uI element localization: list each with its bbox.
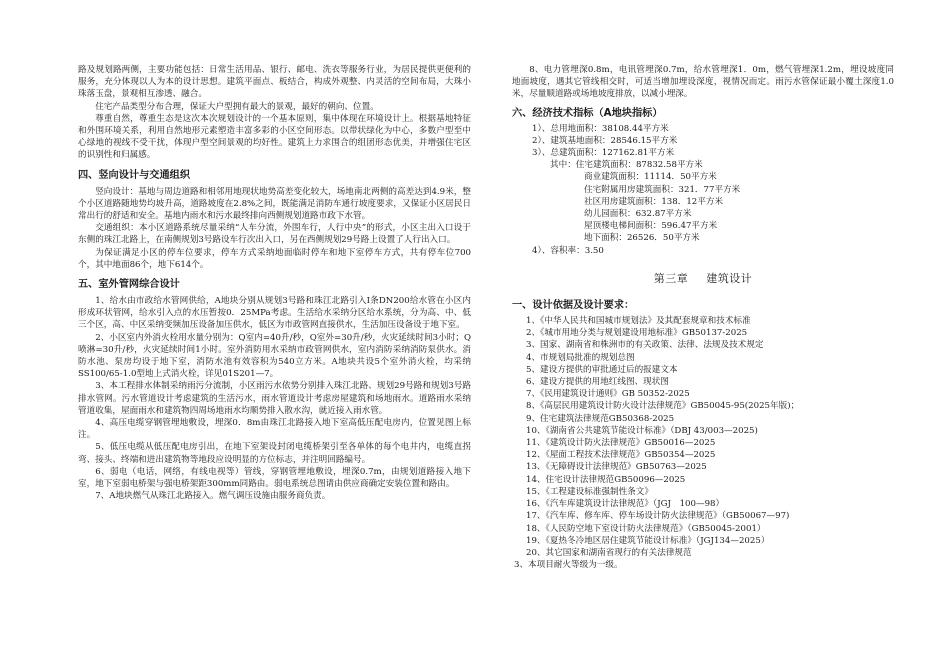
design-basis-heading: 一、设计依据及设计要求： <box>512 300 635 312</box>
economic-indicator-row: 商业建筑面积：11114．50平方米 <box>584 172 717 183</box>
economic-indicator-row: 4）、容积率：3.50 <box>532 245 604 256</box>
design-basis-item: 3、国家、湖南省和株洲市的有关政策、法律、法规及技术规定 <box>526 340 764 351</box>
section-5-paragraph: 3、本工程排水体制采纳雨污分流制，小区雨污水依势分别排入珠江北路、规划29号路和规划3号路排水管网。污水管道设计考虑建筑的生活污水，雨水管道设计考虑房屋建筑和场地雨水。道路雨水采纳管道收集，屋面雨水和建筑物四周场地雨水均顺势排入散水沟，就近接入雨水管。 <box>78 381 471 416</box>
section-4-heading: 四、竖向设计与交通组织 <box>78 169 191 181</box>
economic-indicator-row: 幼儿园面积：632.87平方米 <box>584 209 692 220</box>
design-basis-item: 14、住宅设计法律规范GB50096—2025 <box>526 474 686 485</box>
design-basis-item: 7、《民用建筑设计通则》GB 50352-2025 <box>526 389 690 400</box>
design-basis-item: 2、《城市用地分类与规划建设用地标准》GB50137-2025 <box>526 328 748 339</box>
design-basis-item: 4、市规划局批准的规划总图 <box>526 352 635 363</box>
design-basis-item: 19、《夏热冬冷地区居住建筑节能设计标准》（JGJ134—2025） <box>526 535 770 546</box>
section-4-paragraph: 竖向设计：基地与周边道路和相邻用地现状地势高差变化较大，场地南北两侧的高差达到4.9米，整个小区道路随地势均坡升高，道路坡度在2.8%之间，既能满足消防车通行坡度要求，又保证小区居民日常出行的舒适和安全。基地内雨水和污水最终排向西侧规划道路市政下水管。 <box>78 186 471 222</box>
intro-paragraph-2: 住宅产品类型分布合理，保证大户型拥有最大的景观，最好的朝向、位置。 <box>95 101 379 112</box>
intro-paragraph-1: 路及规划路两侧，主要功能包括：日常生活用品、银行、邮电、洗衣等服务行业，为居民提供更便利的服务，充分体现以人为本的设计思想。建筑平面点、板结合，构成外观整、内灵活的空间布局，大珠小珠落玉盘，景观相互渗透、融合。 <box>78 65 471 100</box>
section-6-heading: 六、经济技术指标（A地块指标） <box>512 107 663 119</box>
design-basis-item: 5、建设方提供的审批通过后的报建文本 <box>526 364 678 375</box>
section-4-paragraph: 交通组织：本小区道路系统尽量采纳“人车分流，外围车行，人行中央”的形式，小区主出入口设于东侧的珠江北路上，在南侧规划3号路设车行次出入口，另在西侧规划29号路上设置了人行出入口。 <box>78 223 471 246</box>
section-5-paragraph: 4、高压电缆穿钢管埋地敷设，埋深0．8m由珠江北路接入地下室高低压配电房内，位置见图上标注。 <box>78 418 471 441</box>
economic-indicator-row: 3）、总建筑面积：127162.81平方米 <box>532 148 675 159</box>
section-5-paragraph: 1、给水由市政给水管网供给，A地块分别从规划3号路和珠江北路引入Ⅰ条DN200给水管在小区内形成环状管网，给水引入点的水压暂按0．25MPa考虑。生活给水采纳分区给水系统，分为高、中、低三个区，高、中区采纳变频加压设备加压供水，低区为市政管网直接供水，生活加压设备设于地下室。 <box>78 296 471 331</box>
right-column <box>512 64 894 571</box>
economic-indicator-row: 社区用房建筑面积：138．12平方米 <box>584 196 724 207</box>
design-basis-list <box>512 315 894 559</box>
design-basis-item: 10、《湖南省公共建筑节能设计标准》（DBJ 43/003—2025) <box>526 425 758 436</box>
chapter-heading <box>512 273 894 285</box>
chapter-number: 第三章 <box>653 271 689 285</box>
economic-indicator-row: 住宅附属用房建筑面积：321．77平方米 <box>584 184 741 195</box>
design-basis-item: 15、《工程建设标准强制性条文》 <box>526 486 653 497</box>
design-basis-item: 8、《高层民用建筑设计防火设计法律规范》GB50045-95(2025年版)； <box>526 401 800 412</box>
left-column <box>78 64 471 503</box>
section-5-paragraph: 6、弱电（电话，网络，有线电视等）管线，穿钢管埋地敷设，埋深0.7m，由规划道路接入地下室，地下室弱电桥架与强电桥架距300mm同路由。弱电系统总图请由供应商确定安装位置和路由。 <box>78 466 471 490</box>
economic-indicator-row: 1）、总用地面积：38108.44平方米 <box>532 123 669 134</box>
chapter-title: 建筑设计 <box>706 271 753 285</box>
design-basis-item: 9、住宅建筑法律规范GB50368-2025 <box>526 413 675 424</box>
intro-paragraph-3: 尊重自然，尊重生态是这次本次规划设计的一个基本原则，集中体现在环境设计上。根据基地特征和外围环境关系，利用自然地形元素塑造丰富多彩的小区空间形态。以带状绿化为中心，多数户型至中心绿地的视线不受干扰，体现户型空间景观的均好性。建筑上力求围合的组团形态优美，并增强住宅区的识别性和归属感。 <box>78 113 471 161</box>
design-basis-item: 18、《人民防空地下室设计防火法律规范》（GB50045-2001） <box>526 523 766 534</box>
design-basis-item: 6、建设方提供的用地红线图、现状图 <box>526 377 669 388</box>
economic-indicator-row: 屋顶楼电梯间面积：596.47平方米 <box>584 221 718 232</box>
design-basis-item: 12、《屋面工程技术法律规范》GB50354—2025 <box>526 450 716 461</box>
fire-resistance-note: 3、本项目耐火等级为一级。 <box>514 560 623 571</box>
design-basis-item: 13、《无障碍设计法律规范》GB50763—2025 <box>526 462 707 473</box>
economic-indicator-row: 2）、建筑基地面积：28546.15平方米 <box>532 135 678 146</box>
section-5-heading: 五、室外管网综合设计 <box>78 279 180 291</box>
economic-indicator-row: 地下面积：26526．50平方米 <box>584 233 700 244</box>
section-4-paragraph: 为保证满足小区的停车位要求，停车方式采纳地面临时停车和地下室停车方式，共有停车位700个，其中地面86个，地下614个。 <box>78 247 471 270</box>
design-basis-item: 16、《汽车库建筑设计法律规范》（JGJ 100—98） <box>526 499 725 510</box>
economic-indicator-row: 其中：住宅建筑面积：87832.58平方米 <box>550 160 703 171</box>
section-5-paragraph: 5、低压电缆从低压配电房引出，在地下室架设封闭电缆桥架引至各单体的每个电井内，电缆直拐弯、接头、终端和进出建筑物等地段应设明显的方位标志，并注明回路编号。 <box>78 442 471 465</box>
design-basis-item: 17、《汽车库、修车库、停车场设计防火法律规范》（GB50067—97) <box>526 511 790 522</box>
design-basis-item: 20、其它国家和湖南省现行的有关法律规范 <box>526 547 692 558</box>
pipe-depth-paragraph: 8、电力管埋深0.8m，电讯管埋深0.7m，给水管埋深1．0m，燃气管埋深1.2m，埋设坡度同地面坡度，遇其它管线相交时，可适当增加埋设深度，视情况而定。雨污水管保证最小覆土深度1.0米，尽量顺道路或场地坡度排放，以减小埋深。 <box>512 65 894 100</box>
design-basis-item: 1、《中华人民共和国城市规划法》及其配套规章和技术标准 <box>526 316 751 327</box>
economic-indicators-list <box>512 123 894 257</box>
design-basis-item: 11、《建筑设计防火法律规范》GB50016—2025 <box>526 438 716 449</box>
section-5-paragraph: 2、小区室内外消火栓用水量分别为：Q室内=40升/秒，Q室外=30升/秒，火灾延续时间3小时；Q喷淋=30升/秒，火灾延续时间1小时。室外消防用水采纳市政管网供水，室内消防采纳消防泵供水。消防水池、泵房均设于地下室，消防水池有效容积为540立方米。A地块共设5个室外消火栓，均采纳SS100/65-1.0型地上式消火栓，详见01S201—7。 <box>78 332 471 380</box>
section-5-paragraph: 7、A地块燃气从珠江北路接入。燃气调压设施由服务商负责。 <box>95 491 331 502</box>
